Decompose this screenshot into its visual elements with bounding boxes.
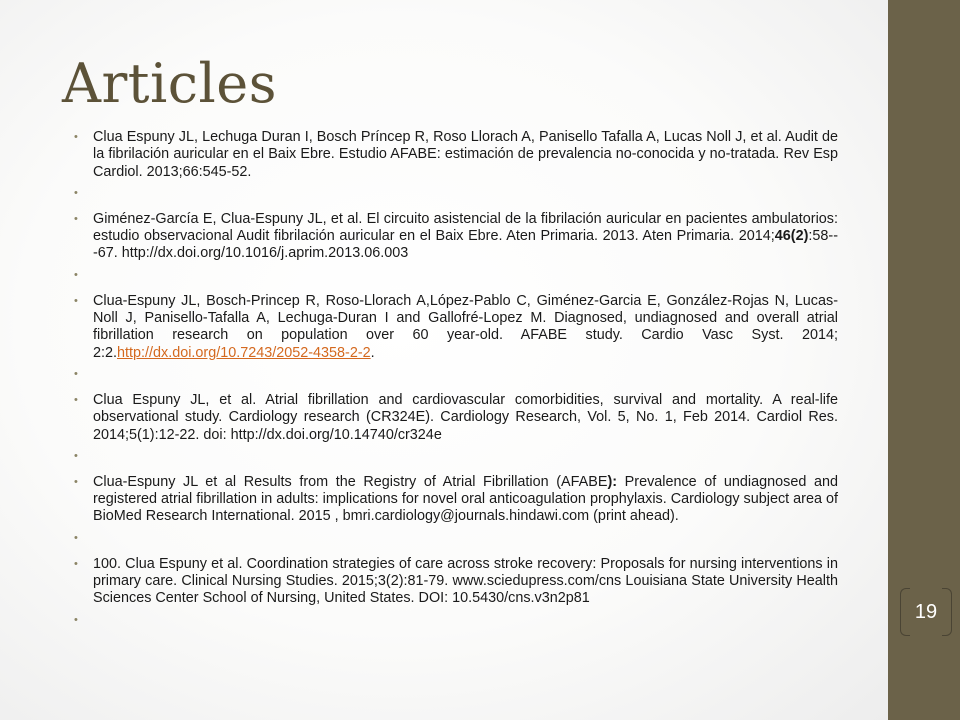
article-text: Clua Espuny JL, et al. Atrial fibrillation and cardiovascular comorbidities, survival and mortality. A real-life observational study. Cardiology research (CR324E). Cardiology Research, Vol. 5, No. 1, Feb 2014. Cardiol Res. 2014;5(1):12-22. doi: http://dx.doi.org/10.14740/cr324e bbox=[93, 391, 838, 443]
article-text: Prevalence of undiagnosed and registered atrial fibrillation in adults: implications for novel oral anticoagulation prophylaxis. Cardiology subject area of BioMed Research International. 2015 , bmri.cardiology@journals.hindawi.com (print ahead). bbox=[93, 473, 838, 525]
doi-link[interactable]: http://dx.doi.org/10.7243/2052-4358-2-2 bbox=[117, 344, 371, 361]
slide-title: Articles bbox=[62, 52, 277, 115]
article-item bbox=[74, 556, 838, 608]
article-item bbox=[74, 129, 838, 181]
article-text: Giménez-García E, Clua-Espuny JL, et al. El circuito asistencial de la fibrilación auricular en pacientes ambulatorios: estudio observacional Audit fibrilación auricular en el Baix Ebre. Aten Primaria. 2013. Aten Primaria. 2014; bbox=[93, 210, 838, 245]
article-text: Clua-Espuny JL et al Results from the Registry of Atrial Fibrillation (AFABE bbox=[93, 473, 608, 490]
empty-bullet bbox=[74, 448, 838, 470]
empty-bullet bbox=[74, 267, 838, 289]
article-text: Clua Espuny JL, Lechuga Duran I, Bosch Príncep R, Roso Llorach A, Panisello Tafalla A, Lucas Noll J, et al. Audit de la fibrilación auricular en el Baix Ebre. Estudio AFABE: estimación de prevalencia no-conocida y no-tratada. Rev Esp Cardiol. 2013;66:545-52. bbox=[93, 129, 838, 180]
article-item bbox=[74, 211, 838, 263]
article-bold-text: ): bbox=[607, 473, 618, 490]
empty-bullet bbox=[74, 185, 838, 207]
empty-bullet bbox=[74, 366, 838, 388]
article-text: Clua-Espuny JL, Bosch-Princep R, Roso-Llorach A,López-Pablo C, Giménez-Garcia E, González-Rojas N, Lucas-Noll J, Panisello-Tafalla A, Lechuga-Duran I and Gallofré-Lopez M. Diagnosed, undiagnosed and overall atrial fibrillation research on population over 60 year-old. AFABE study. Cardio Vasc Syst. 2014; 2:2. bbox=[93, 292, 838, 361]
articles-list bbox=[74, 129, 838, 634]
article-text: :58---67. http://dx.doi.org/10.1016/j.aprim.2013.06.003 bbox=[93, 228, 838, 262]
empty-bullet bbox=[74, 530, 838, 552]
article-volume: 46(2) bbox=[774, 228, 809, 245]
article-text: 100. Clua Espuny et al. Coordination strategies of care across stroke recovery: Proposals for nursing interventions in primary care. Clinical Nursing Studies. 2015;3(2):81-79. www.sciedupress.com/cns Louisiana State University Health Sciences Center School of Nursing, United States. DOI: 10.5430/cns.v3n2p81 bbox=[93, 555, 838, 607]
empty-bullet bbox=[74, 612, 838, 634]
article-item bbox=[74, 293, 838, 362]
page-number: 19 bbox=[902, 592, 950, 632]
article-item bbox=[74, 474, 838, 526]
article-text: . bbox=[370, 344, 375, 361]
article-item bbox=[74, 392, 838, 444]
